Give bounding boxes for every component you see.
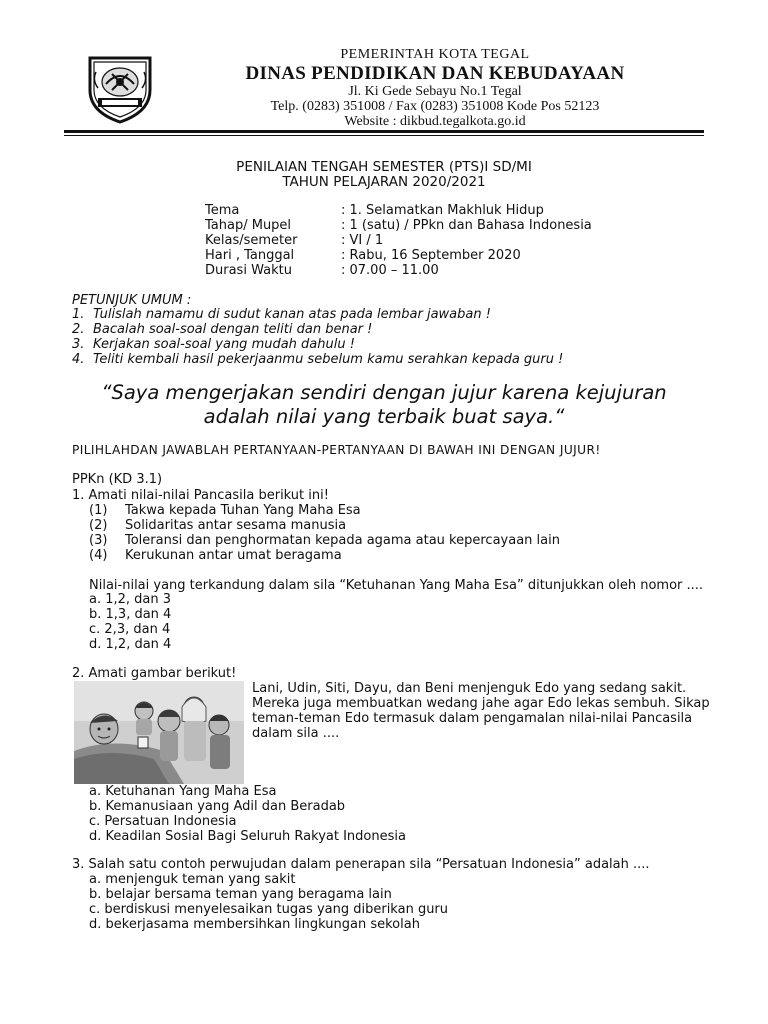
instruction-text: Teliti kembali hasil pekerjaanmu sebelum kamu serahkan kepada guru ! — [93, 352, 564, 367]
list-text: Solidaritas antar sesama manusia — [125, 518, 347, 533]
q3-prompt: 3. Salah satu contoh perwujudan dalam penerapan sila “Persatuan Indonesia” adalah .... — [72, 857, 650, 872]
answer-directive: PILIHLAHDAN JAWABLAH PERTANYAAN-PERTANYAAN DI BAWAH INI DENGAN JUJUR! — [72, 443, 601, 457]
list-number: (3) — [89, 533, 108, 548]
header-rule-thin — [64, 135, 704, 136]
instruction-text: Kerjakan soal-soal yang mudah dahulu ! — [93, 337, 355, 352]
q3-option: a. menjenguk teman yang sakit — [89, 872, 296, 887]
q1-option: a. 1,2, dan 3 — [89, 592, 172, 607]
info-value: : 1. Selamatkan Makhluk Hidup — [341, 203, 544, 218]
q1-list-item — [89, 503, 361, 518]
info-label: Kelas/semeter — [205, 233, 298, 248]
header-address: Jl. Ki Gede Sebayu No.1 Tegal — [348, 84, 522, 99]
q2-option: a. Ketuhanan Yang Maha Esa — [89, 784, 277, 799]
info-label: Durasi Waktu — [205, 263, 292, 278]
instruction-number: 1. — [72, 307, 85, 322]
instruction-item — [72, 322, 372, 337]
list-number: (1) — [89, 503, 108, 518]
info-value: : 1 (satu) / PPkn dan Bahasa Indonesia — [341, 218, 592, 233]
instructions-heading: PETUNJUK UMUM : — [72, 293, 192, 308]
honesty-quote-line2: adalah nilai yang terbaik buat saya.“ — [203, 405, 565, 428]
list-text: Toleransi dan penghormatan kepada agama atau kepercayaan lain — [125, 533, 560, 548]
info-label: Tema — [205, 203, 240, 218]
q1-list-item — [89, 518, 346, 533]
q2-option: d. Keadilan Sosial Bagi Seluruh Rakyat Indonesia — [89, 829, 406, 844]
q2-option: b. Kemanusiaan yang Adil dan Beradab — [89, 799, 346, 814]
header-phone: Telp. (0283) 351008 / Fax (0283) 351008 Kode Pos 52123 — [270, 99, 600, 114]
instruction-number: 3. — [72, 337, 85, 352]
info-label: Tahap/ Mupel — [205, 218, 292, 233]
q3-option: b. belajar bersama teman yang beragama lain — [89, 887, 392, 902]
header-rule-thick — [64, 130, 704, 133]
instruction-item — [72, 352, 563, 367]
list-text: Takwa kepada Tuhan Yang Maha Esa — [125, 503, 361, 518]
instruction-number: 2. — [72, 322, 85, 337]
honesty-quote-line1: “Saya mengerjakan sendiri dengan jujur karena kejujuran — [101, 381, 667, 404]
exam-year: TAHUN PELAJARAN 2020/2021 — [282, 174, 486, 190]
q3-option: c. berdiskusi menyelesaikan tugas yang diberikan guru — [89, 902, 449, 917]
instruction-item — [72, 307, 491, 322]
info-label: Hari , Tanggal — [205, 248, 295, 263]
q2-description-line: dalam sila .... — [252, 726, 340, 741]
instruction-number: 4. — [72, 352, 85, 367]
q1-list-item — [89, 548, 342, 563]
kota-tegal-emblem-icon — [82, 50, 158, 126]
q2-option: c. Persatuan Indonesia — [89, 814, 237, 829]
instruction-item — [72, 337, 355, 352]
info-value: : 07.00 – 11.00 — [341, 263, 439, 278]
q2-description-line: Lani, Udin, Siti, Dayu, dan Beni menjenguk Edo yang sedang sakit. — [252, 681, 687, 696]
instruction-text: Bacalah soal-soal dengan teliti dan benar ! — [93, 322, 373, 337]
q1-list-item — [89, 533, 560, 548]
list-text: Kerukunan antar umat beragama — [125, 548, 342, 563]
q1-option: c. 2,3, dan 4 — [89, 622, 171, 637]
info-value: : VI / 1 — [341, 233, 384, 248]
section-heading: PPKn (KD 3.1) — [72, 472, 163, 487]
exam-title: PENILAIAN TENGAH SEMESTER (PTS)I SD/MI — [236, 159, 532, 175]
q1-option: d. 1,2, dan 4 — [89, 637, 172, 652]
q1-prompt: 1. Amati nilai-nilai Pancasila berikut ini! — [72, 488, 329, 503]
q2-description-line: teman-teman Edo termasuk dalam pengamalan nilai-nilai Pancasila — [252, 711, 693, 726]
header-website: Website : dikbud.tegalkota.go.id — [344, 114, 526, 129]
q3-option: d. bekerjasama membersihkan lingkungan sekolah — [89, 917, 420, 932]
list-number: (2) — [89, 518, 108, 533]
header-department: DINAS PENDIDIKAN DAN KEBUDAYAAN — [245, 63, 625, 84]
list-number: (4) — [89, 548, 108, 563]
header-government: PEMERINTAH KOTA TEGAL — [340, 47, 530, 62]
q1-option: b. 1,3, dan 4 — [89, 607, 172, 622]
info-value: : Rabu, 16 September 2020 — [341, 248, 521, 263]
children-visiting-sick-friend-illustration — [74, 681, 244, 784]
q2-prompt: 2. Amati gambar berikut! — [72, 666, 237, 681]
q1-question: Nilai-nilai yang terkandung dalam sila “Ketuhanan Yang Maha Esa” ditunjukkan oleh nomor .... — [89, 578, 704, 593]
instruction-text: Tulislah namamu di sudut kanan atas pada lembar jawaban ! — [93, 307, 491, 322]
q2-description-line: Mereka juga membuatkan wedang jahe agar Edo lekas sembuh. Sikap — [252, 696, 710, 711]
